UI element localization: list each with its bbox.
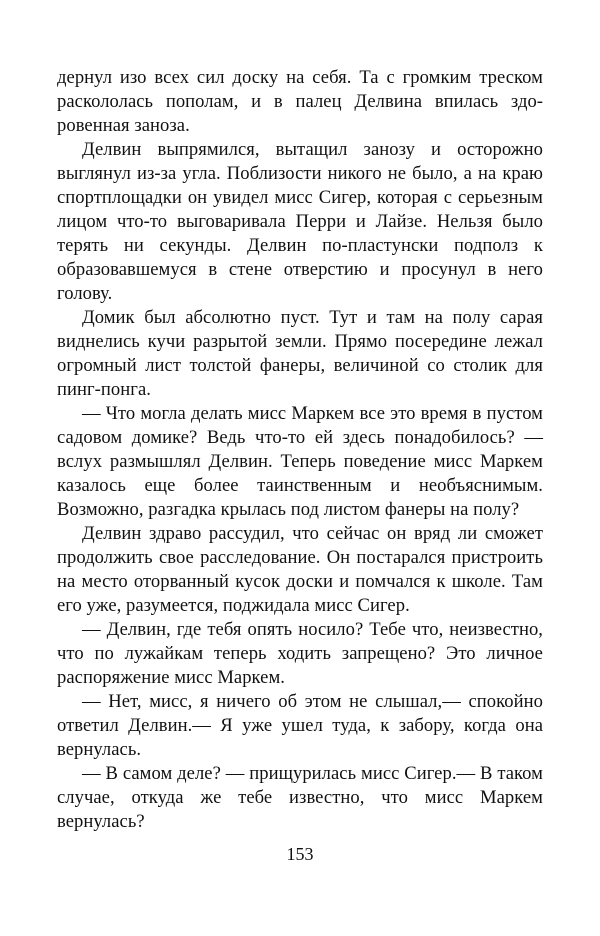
paragraph-1: дернул изо всех сил доску на себя. Та с громким треском раскололась пополам, и в палец Делвина впилась здоровенная заноза. xyxy=(57,67,543,136)
paragraph-7: — Нет, мисс, я ничего об этом не слышал,— спокойно ответил Делвин.— Я уже ушел туда, к забору, когда она вернулась. xyxy=(57,691,543,760)
paragraph-4: — Что могла делать мисс Маркем все это время в пустом садовом домике? Ведь что-то ей здесь понадобилось? — вслух размышлял Делвин. Теперь поведение мисс Маркем казалось еще более таинственным и необъяснимым. Возможно, разгадка крылась под листом фанеры на полу? xyxy=(57,403,543,520)
body-text xyxy=(57,66,543,834)
page-number: 153 xyxy=(286,844,314,864)
paragraph-3: Домик был абсолютно пуст. Тут и там на полу сарая виднелись кучи разрытой земли. Прямо посередине лежал огромный лист толстой фанеры, величиной со столик для пинг-понга. xyxy=(57,307,543,400)
paragraph-6: — Делвин, где тебя опять носило? Тебе что, неизвестно, что по лужайкам теперь ходить запрещено? Это личное распоряжение мисс Маркем. xyxy=(57,619,543,688)
paragraph-8: — В самом деле? — прищурилась мисс Сигер.— В таком случае, откуда же тебе известно, что мисс Маркем вернулась? xyxy=(57,763,543,832)
paragraph-2: Делвин выпрямился, вытащил занозу и осторожно выглянул из-за угла. Поблизости никого не было, а на краю спортплощадки он увидел мисс Сигер, которая с серьезным лицом что-то выговаривала Перри и Лайзе. Нельзя было терять ни секунды. Делвин по-пластунски подполз к образовавшемуся в стене отверстию и просунул в него голову. xyxy=(57,139,543,304)
paragraph-5: Делвин здраво рассудил, что сейчас он вряд ли сможет продолжить свое расследование. Он постарался пристроить на место оторванный кусок доски и помчался к школе. Там его уже, разумеется, поджидала мисс Сигер. xyxy=(57,523,543,616)
